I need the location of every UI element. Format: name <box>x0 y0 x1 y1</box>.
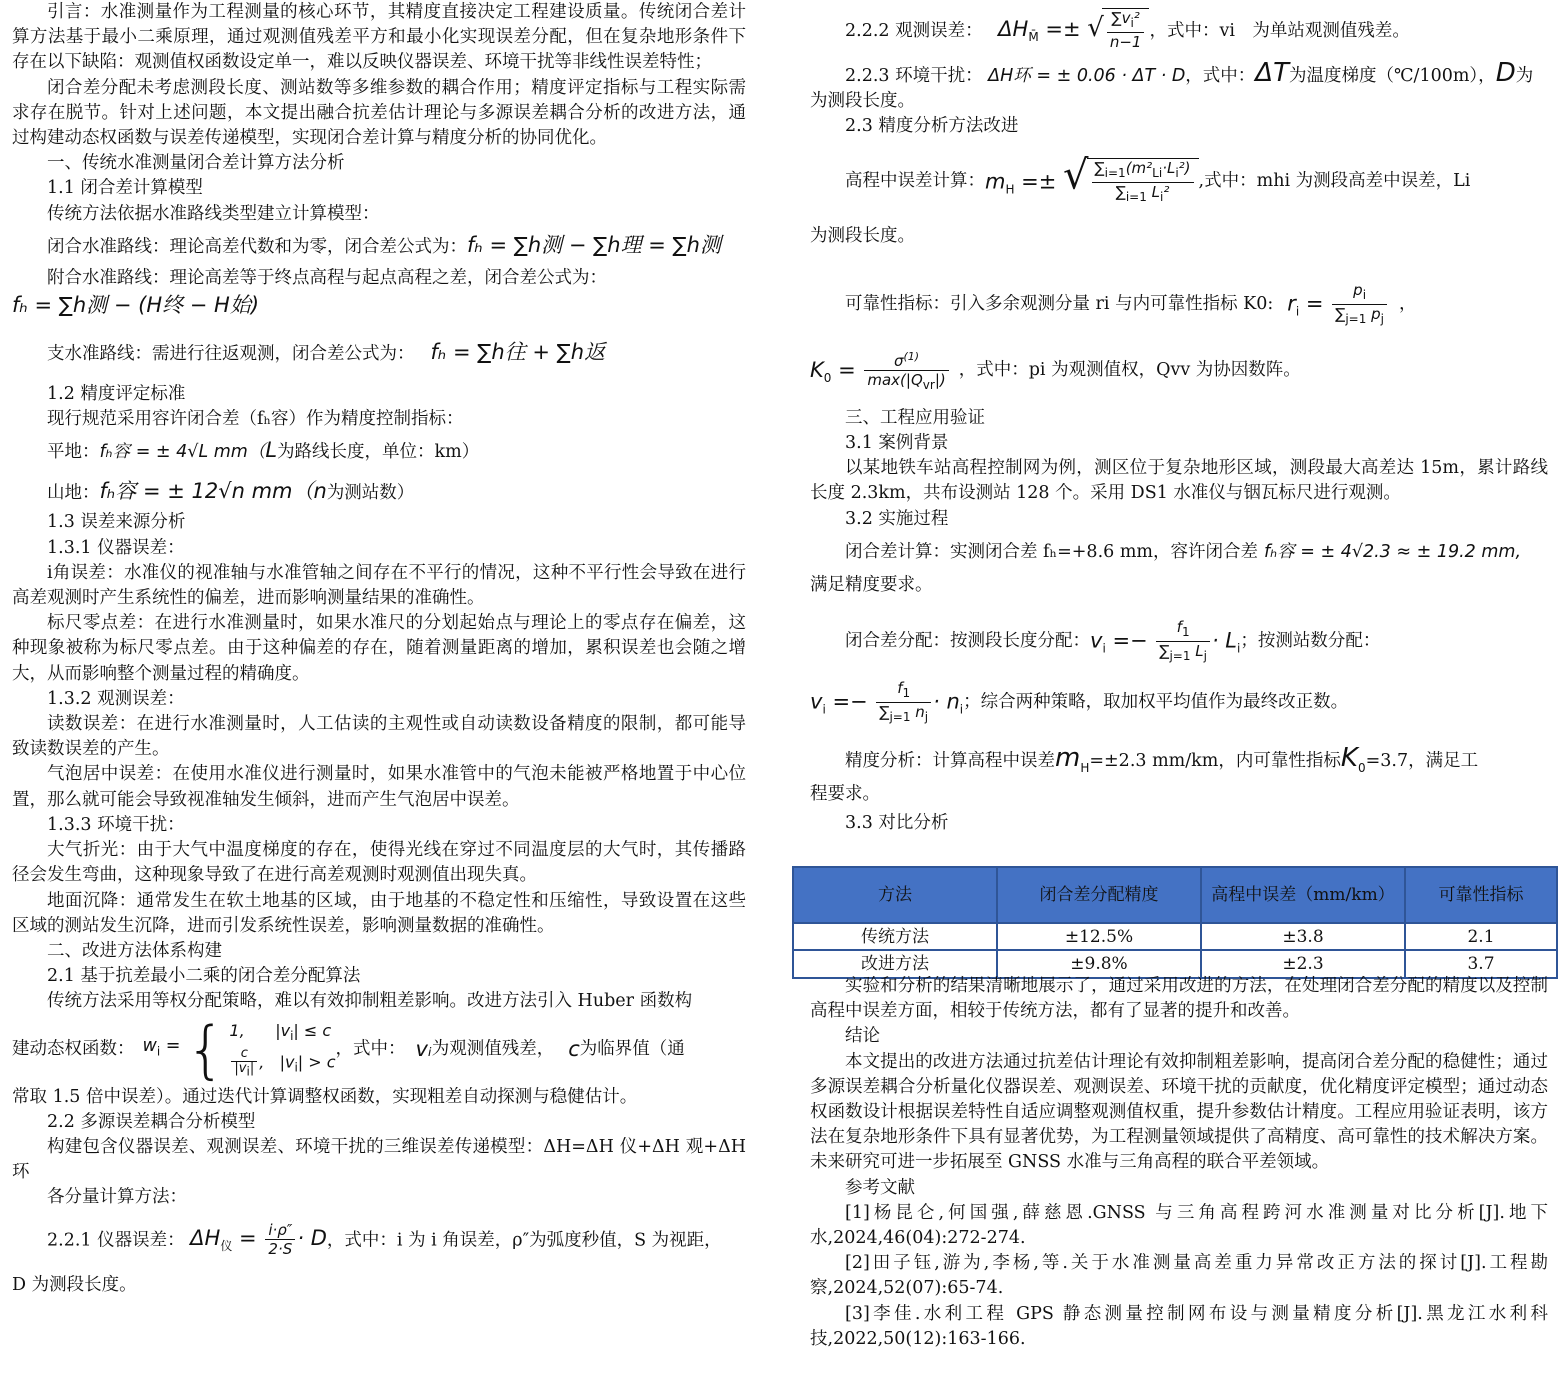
observation-error-formula: $\Delta H_{M̄}$ =± √ $\frac{\sum v_i^2}{n-1}$ <box>998 17 1149 41</box>
conclusion-paragraph: 本文提出的改进方法通过抗差估计理论有效抑制粗差影响，提高闭合差分配的稳健性；通过多源误差耦合分析量化仪器误差、观测误差、环境干扰的贡献度，优化精度评定模型；通过动态权函数设计根据误差特性自适应调整观测值权重，提升参数估计精度。工程应用验证表明，该方法在复杂地形条件下具有显著优势，为工程测量领域提供了高精度、高可靠性的技术解决方案。未来研究可进一步拓展至 GNSS 水准与三角高程的联合平差领域。 <box>810 1051 1548 1173</box>
section-2-heading: 二、改进方法体系构建 <box>47 940 222 961</box>
table-cell: ±3.8 <box>1201 923 1405 950</box>
environment-error-formula: ΔH环 = ± 0.06 · ΔT · D <box>988 66 1186 86</box>
observation-error-note: ，式中：vi 为单站观测值残差。 <box>1149 21 1410 41</box>
attached-route-text: 附合水准路线：理论高差等于终点高程与起点高程之差，闭合差公式为： <box>47 268 607 289</box>
huber-weight-line <box>12 1012 746 1086</box>
length-distribution-formula: $v_i$ =− $\frac{f_1}{\sum_{j=1} L_j}$ · $L_i$ <box>1090 618 1241 664</box>
k0-symbol: $K_0$ <box>1340 743 1366 776</box>
references-heading: 参考文献 <box>845 1177 915 1198</box>
k0-formula: $K_0$ = $\frac{\sigma^{(1)}}{\max(|Q_{vr}|)}$ <box>810 348 951 394</box>
allowable-closure-formula: fₕ容 = ± 4√2.3 ≈ ± 19.2 mm, <box>1264 541 1522 562</box>
reliability-line: 可靠性指标：引入多余观测分量 ri 与内可靠性指标 K0: $r_i$ = $\frac{p_i}{\sum_{j=1} p_j}$ ， <box>845 280 1417 326</box>
environment-error-note: 为温度梯度（℃/100m）， <box>1288 66 1496 86</box>
distribution-text: 闭合差分配：按测段长度分配： <box>845 631 1090 652</box>
right-column-lower <box>810 974 1548 1352</box>
table-cell: ±9.8% <box>997 950 1201 978</box>
reference-item: [2]田子钰,游为,李杨,等.关于水准测量高差重力异常改正方法的探讨[J].工程勘察,2024,52(07):65-74. <box>810 1253 1548 1299</box>
table-cell: ±12.5% <box>997 923 1201 950</box>
closed-route-formula: fₕ = ∑h测 − ∑h理 = ∑h测 <box>467 232 721 257</box>
table-row <box>793 923 1557 950</box>
section-3-3-heading: 3.3 对比分析 <box>845 812 949 833</box>
instrument-error-line <box>12 1221 746 1260</box>
analysis-paragraph: 实验和分析的结果清晰地展示了，通过采用改进的方法，在处理闭合差分配的精度以及控制高程中误差方面，相较于传统方法，都有了显著的提升和改善。 <box>810 976 1548 1022</box>
observation-error-line <box>810 8 1548 51</box>
huber-c-note: 为临界值（通 <box>579 1038 685 1059</box>
instrument-error-label: 2.2.1 仪器误差： <box>47 1230 185 1251</box>
closure-calc-text: 闭合差计算：实测闭合差 fₕ=+8.6 mm，容许闭合差 <box>845 541 1259 562</box>
table-cell: 改进方法 <box>793 950 997 978</box>
right-column <box>810 0 1548 836</box>
section-1-3-1-heading: 1.3.1 仪器误差： <box>47 537 185 558</box>
case-background: 以某地铁车站高程控制网为例，测区位于复杂地形区域，测段最大高差达 15m，累计路线长度 2.3km，共布设测站 128 个。采用 DS1 水准仪与铟瓦标尺进行观测。 <box>810 458 1548 504</box>
huber-v-symbol: vᵢ <box>415 1036 432 1061</box>
station-distribution-formula: $v_i$ =− $\frac{f_1}{\sum_{j=1} n_j}$ · $n_i$ <box>810 679 964 725</box>
precision-tail: 程要求。 <box>810 783 880 804</box>
closure-calc-line <box>810 540 1548 565</box>
section-1-1-heading: 1.1 闭合差计算模型 <box>47 178 203 199</box>
d-symbol: D <box>1495 58 1516 88</box>
ri-formula: $r_i$ = $\frac{p_i}{\sum_{j=1} p_j}$ <box>1287 281 1389 328</box>
huber-mid: ，式中： <box>335 1038 406 1059</box>
height-error-formula: $m_H$ =± √ $\frac{\sum_{i=1}(m^2_{Li}\cdot L_i^2)}{\sum_{i=1} L_i^2}$ <box>985 158 1199 206</box>
section-1-2-intro: 现行规范采用容许闭合差（fₕ容）作为精度控制指标： <box>47 408 464 429</box>
mountain-n-symbol: n <box>313 479 327 504</box>
distribution-mid: ；按测站数分配： <box>1240 631 1381 652</box>
environment-error-line <box>810 58 1548 89</box>
table-header-method: 方法 <box>793 867 997 923</box>
height-error-tail: 为测段长度。 <box>810 225 915 246</box>
attached-route-formula-line <box>12 293 746 320</box>
precision-text-b: =±2.3 mm/km，内可靠性指标 <box>1089 751 1341 772</box>
environment-error-mid: ，式中： <box>1185 66 1256 86</box>
flat-tolerance-line <box>12 438 746 465</box>
branch-route-text: 支水准路线：需进行往返观测，闭合差公式为： <box>47 344 415 365</box>
branch-route-line <box>12 340 746 367</box>
mountain-label: 山地： <box>47 483 100 504</box>
instrument-error-tail: D 为测段长度。 <box>12 1275 137 1296</box>
observation-error-label: 2.2.2 观测误差： <box>845 21 983 41</box>
closed-route-text: 闭合水准路线：理论高差代数和为零，闭合差公式为： <box>47 236 467 257</box>
section-1-2-heading: 1.2 精度评定标准 <box>47 383 186 404</box>
intro-paragraph-2: 闭合差分配未考虑测段长度、测站数等多维参数的耦合作用；精度评定指标与工程实际需求存在脱节。针对上述问题，本文提出融合抗差估计理论与多源误差耦合分析的改进方法，通过构建动态权函数与误差传递模型，实现闭合差计算与精度分析的协同优化。 <box>12 77 746 149</box>
reference-item: [1]杨昆仑,何国强,薛慈恩.GNSS 与三角高程跨河水准测量对比分析[J].地下水,2024,46(04):272-274. <box>810 1202 1548 1249</box>
intro-paragraph-1: 引言：水准测量作为工程测量的核心环节，其精度直接决定工程建设质量。传统闭合差计算方法基于最小二乘原理，通过观测值残差平方和最小化实现误差分配，但在复杂地形条件下存在以下缺陷：观测值权函数设定单一，难以反映仪器误差、环境干扰等非线性误差特性； <box>12 2 746 73</box>
conclusion-heading: 结论 <box>845 1026 880 1047</box>
section-2-2-para-2: 各分量计算方法： <box>47 1187 187 1208</box>
mountain-tolerance-line <box>12 479 746 506</box>
left-column <box>12 0 746 1299</box>
table-header-reliability: 可靠性指标 <box>1405 867 1557 923</box>
distribution-line <box>810 618 1548 665</box>
delta-t-symbol: ΔT <box>1255 58 1289 88</box>
mountain-note: 为测站数） <box>326 483 415 504</box>
section-2-1-heading: 2.1 基于抗差最小二乘的闭合差分配算法 <box>47 966 361 987</box>
bubble-error: 气泡居中误差：在使用水准仪进行测量时，如果水准管中的气泡未能被严格地置于中心位置，那么就可能会导致视准轴发生倾斜，进而产生气泡居中误差。 <box>12 764 746 810</box>
settlement-error: 地面沉降：通常发生在软土地基的区域，由于地基的不稳定性和压缩性，导致设置在这些区域的测站发生沉降，进而引发系统性误差，影响测量数据的准确性。 <box>12 890 746 936</box>
instrument-error-formula: $\Delta H_仪$ = $\frac{i\cdot\rho''}{2\cdot S}$ · D <box>190 1220 327 1258</box>
flat-tolerance-formula: fₕ容 = ± 4√L mm（ <box>99 442 266 463</box>
precision-text-c: =3.7，满足工 <box>1365 751 1479 772</box>
height-error-label: 高程中误差计算： <box>845 171 985 191</box>
section-2-3-heading: 2.3 精度分析方法改进 <box>845 116 1019 137</box>
flat-note: 为路线长度，单位：km） <box>277 442 480 463</box>
mountain-tolerance-formula: fₕ容 = ± 12√n mm（ <box>99 479 314 504</box>
section-2-1-para-1: 传统方法采用等权分配策略，难以有效抑制粗差影响。改进方法引入 Huber 函数构 <box>47 991 693 1012</box>
precision-line <box>810 743 1548 781</box>
attached-route-formula: fₕ = ∑h测 − (H终 − H始) <box>12 293 260 318</box>
precision-text-a: 精度分析：计算高程中误差 <box>845 751 1055 772</box>
comparison-table <box>792 866 1558 979</box>
table-cell: 2.1 <box>1405 923 1557 950</box>
huber-c-symbol: c <box>568 1036 580 1061</box>
section-3-1-heading: 3.1 案例背景 <box>845 433 949 454</box>
section-1-3-3-heading: 1.3.3 环境干扰： <box>47 814 185 835</box>
station-distribution-line <box>810 679 1548 726</box>
environment-error-label: 2.2.3 环境干扰： <box>845 66 983 86</box>
k0-line <box>810 348 1548 394</box>
height-error-note: ,式中：mhi 为测段高差中误差，Li <box>1198 171 1471 191</box>
huber-formula: $w_i$ = { 1, $|v_i| \le c$ $\frac{c}{|v_i|}$ , $|v_i| > c$ <box>142 1012 336 1086</box>
distribution-tail: ；综合两种策略，取加权平均值作为最终改正数。 <box>963 692 1349 713</box>
table-cell: ±2.3 <box>1201 950 1405 978</box>
k0-note: ，式中：pi 为观测值权，Qvv 为协因数阵。 <box>958 360 1301 381</box>
height-error-line <box>810 152 1548 206</box>
refraction-error: 大气折光：由于大气中温度梯度的存在，使得光线在穿过不同温度层的大气时，其传播路径会发生弯曲，这种现象导致了在进行高差观测时观测值出现失真。 <box>12 840 746 886</box>
section-3-heading: 三、工程应用验证 <box>845 407 985 428</box>
table-header-height-error: 高程中误差（mm/km） <box>1201 867 1405 923</box>
section-1-1-intro: 传统方法依据水准路线类型建立计算模型： <box>47 203 380 224</box>
branch-route-formula: fₕ = ∑h往 + ∑h返 <box>430 340 606 365</box>
instrument-error-note: ，式中：i 为 i 角误差，ρ″为弧度秒值，S 为视距， <box>326 1230 722 1251</box>
closure-calc-tail: 满足精度要求。 <box>810 575 933 596</box>
reference-item: [3]李佳.水利工程 GPS 静态测量控制网布设与测量精度分析[J].黑龙江水利科技,2022,50(12):163-166. <box>810 1303 1548 1349</box>
section-1-3-2-heading: 1.3.2 观测误差： <box>47 688 185 709</box>
section-3-2-heading: 3.2 实施过程 <box>845 508 949 529</box>
section-2-2-heading: 2.2 多源误差耦合分析模型 <box>47 1111 256 1132</box>
table-header-closure-accuracy: 闭合差分配精度 <box>997 867 1201 923</box>
section-1-heading: 一、传统水准测量闭合差计算方法分析 <box>47 153 345 174</box>
huber-lead: 建动态权函数： <box>12 1038 135 1059</box>
closed-route-line <box>12 233 746 260</box>
environment-error-tail-a: 为 <box>1515 66 1534 86</box>
mh-symbol: $m_H$ <box>1055 743 1090 776</box>
flat-label: 平地： <box>47 442 100 463</box>
zero-point-error: 标尺零点差：在进行水准测量时，如果水准尺的分划起始点与理论上的零点存在偏差，这种现象被称为标尺零点差。由于这种偏差的存在，随着测量距离的增加，累积误差也会随之增大，从而影响整个测量过程的精确度。 <box>12 613 746 684</box>
i-angle-error: i角误差：水准仪的视准轴与水准管轴之间存在不平行的情况，这种不平行性会导致在进行高差观测时产生系统性的偏差，进而影响测量结果的准确性。 <box>12 562 746 609</box>
environment-error-tail: 为测段长度。 <box>810 91 915 112</box>
reliability-text: 可靠性指标：引入多余观测分量 ri 与内可靠性指标 K0: <box>845 293 1274 314</box>
reading-error: 读数误差：在进行水准测量时，人工估读的主观性或自动读数设备精度的限制，都可能导致读数误差的产生。 <box>12 714 746 760</box>
section-2-1-para-2: 常取 1.5 倍中误差）。通过迭代计算调整权函数，实现粗差自动探测与稳健估计。 <box>12 1086 638 1107</box>
section-2-2-para-1: 构建包含仪器误差、观测误差、环境干扰的三维误差传递模型：ΔH=ΔH 仪+ΔH 观+ΔH 环 <box>12 1136 746 1183</box>
section-1-3-heading: 1.3 误差来源分析 <box>47 512 186 533</box>
huber-v-note: 为观测值残差， <box>431 1038 555 1059</box>
table-header-row <box>793 867 1557 923</box>
table-cell: 3.7 <box>1405 950 1557 978</box>
flat-L-symbol: L <box>265 438 278 463</box>
table-cell: 传统方法 <box>793 923 997 950</box>
